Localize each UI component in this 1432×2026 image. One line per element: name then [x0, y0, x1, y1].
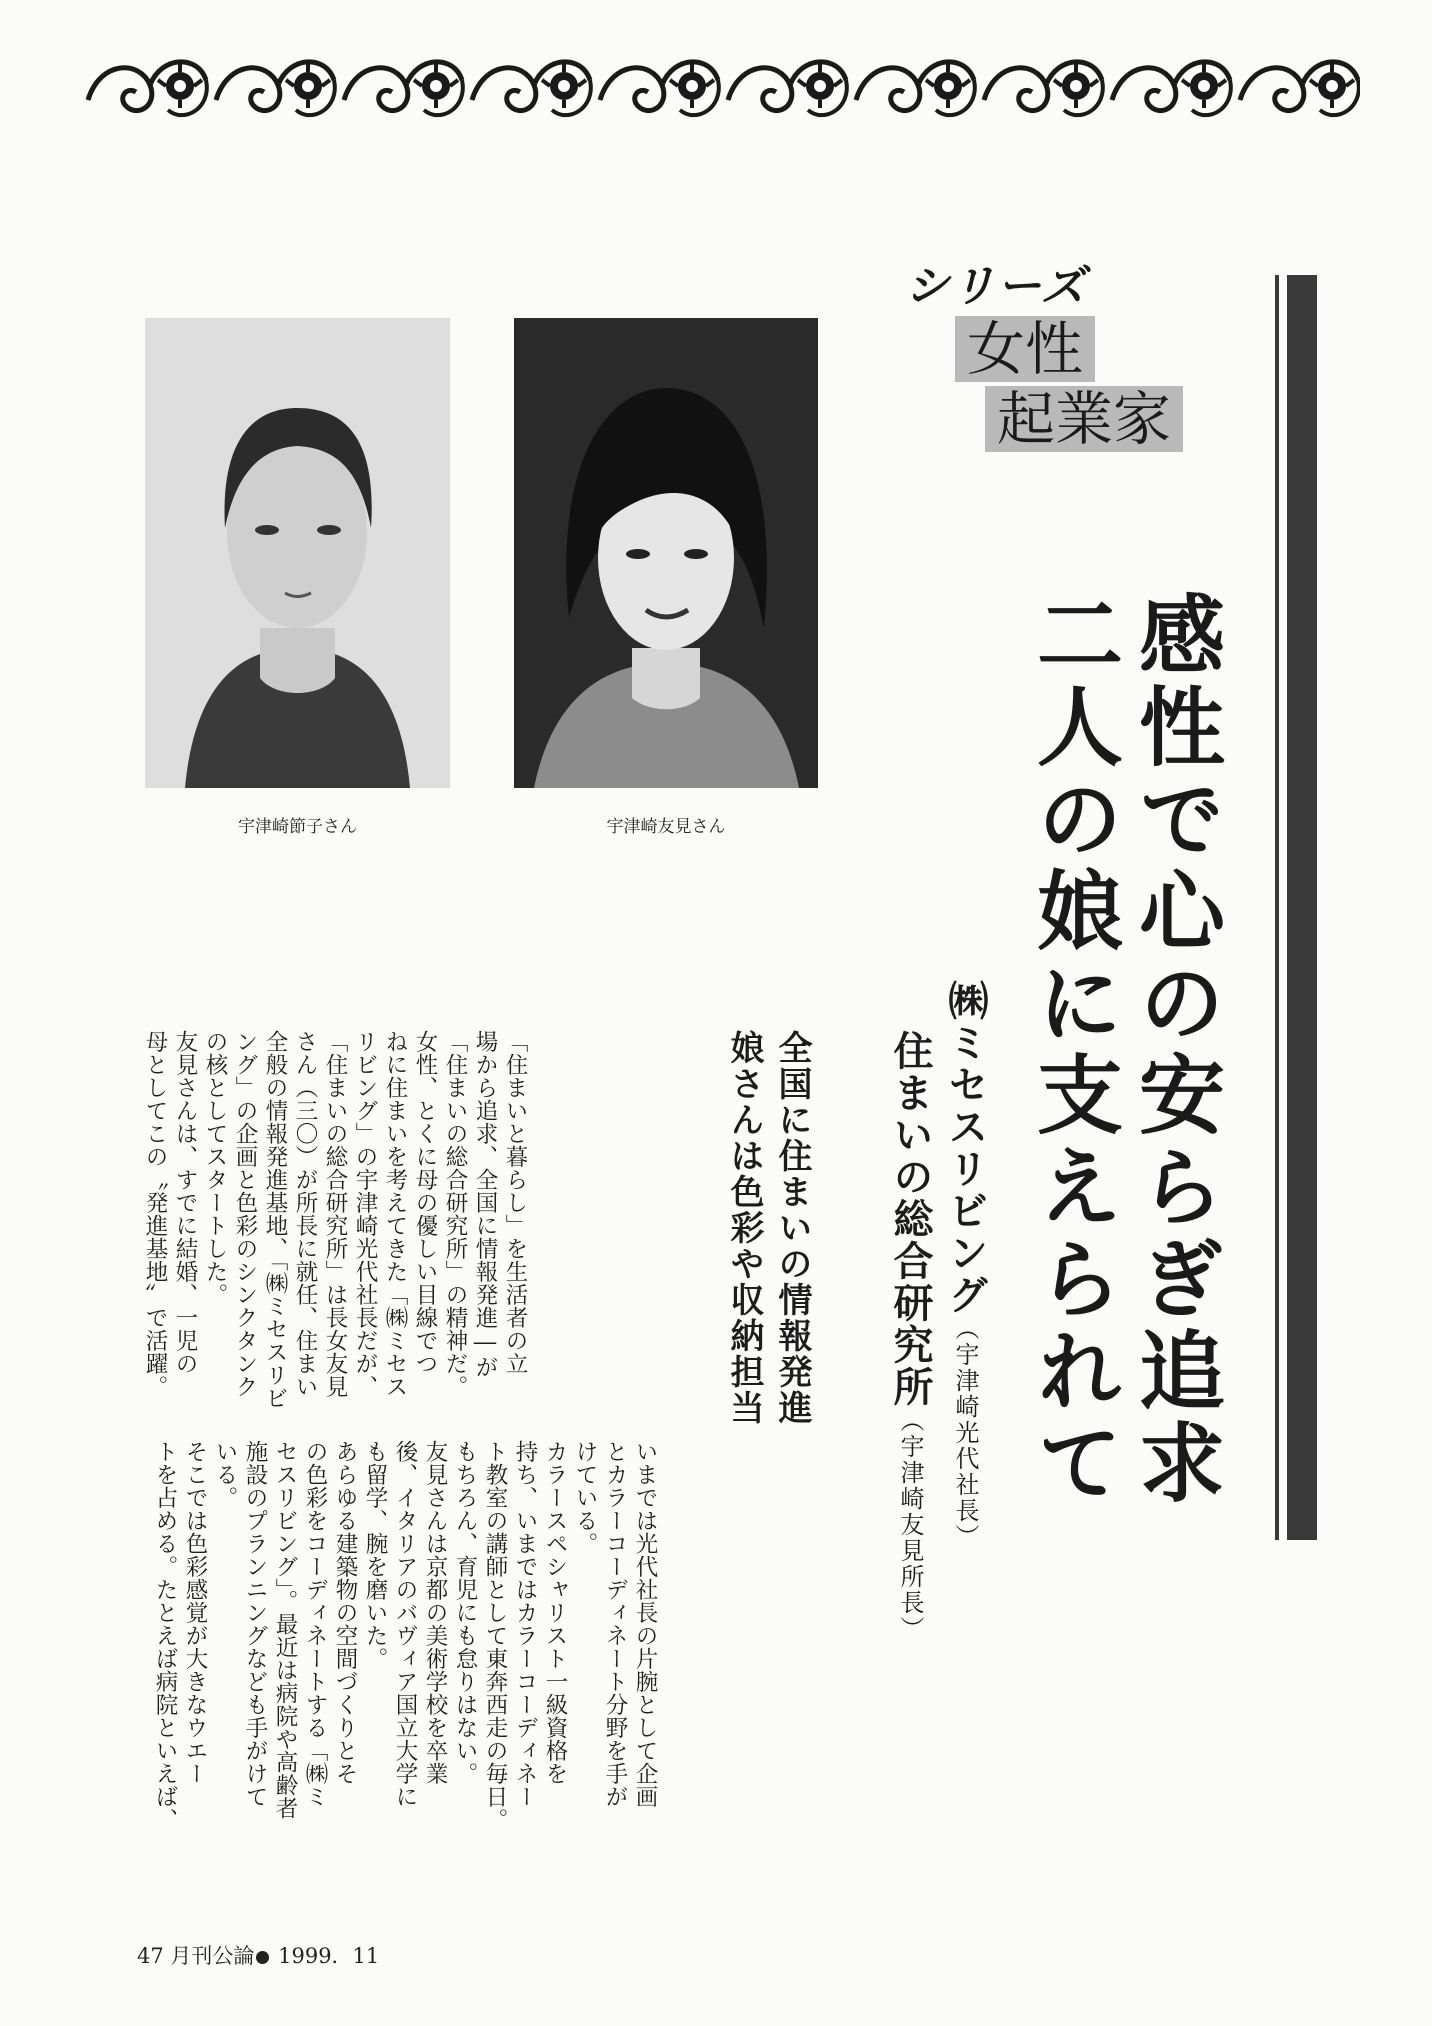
body-line: いまでは光代社長の片腕として企画 [632, 1440, 658, 1808]
body-line: 全般の情報発進基地、「㈱ミセスリビ [262, 1030, 288, 1410]
body-line: ト教室の講師として東奔西走の毎日。 [482, 1440, 508, 1831]
body-line: もちろん、育児にも怠りはない。 [452, 1440, 478, 1785]
body-line: 女性、とくに母の優しい目線でつ [412, 1030, 438, 1375]
series-name-line1: 女性 [955, 316, 1095, 382]
subheading-line2: 娘さんは色彩や収納担当 [724, 1030, 764, 1426]
body-line: ねに住まいを考えてきた「㈱ミセス [382, 1030, 408, 1398]
body-text-bottom [150, 1440, 660, 1905]
body-line: 「住まいの総合研究所」の精神だ。 [442, 1030, 468, 1398]
portrait-photo-tomomi [514, 318, 818, 788]
bullet-icon [256, 1951, 269, 1964]
portrait-illustration [145, 318, 450, 788]
body-line: 「住まいと暮らし」を生活者の立 [502, 1030, 528, 1375]
body-line: 「住まいの総合研究所」は長女友見 [322, 1030, 348, 1398]
body-line: いる。 [212, 1440, 238, 1509]
body-line: の核としてスタートした。 [202, 1030, 228, 1306]
body-line: も留学、腕を磨いた。 [362, 1440, 388, 1670]
page-footer [137, 1940, 379, 1970]
institute-person: （宇津崎友見所長） [896, 1408, 924, 1642]
article-title-line1: 感性で心の安らぎ追求 [1124, 590, 1224, 1510]
body-line: とカラーコーディネート分野を手が [602, 1440, 628, 1808]
body-line: リビング」の宇津崎光代社長だが、 [352, 1030, 378, 1398]
body-line: 母としてこの〝発進基地〟で活躍。 [142, 1030, 168, 1398]
body-line: 友見さんは、すでに結婚、一児の [172, 1030, 198, 1375]
body-line: 施設のプランニングなども手がけて [242, 1440, 268, 1808]
body-line: の色彩をコーディネートする「㈱ミ [302, 1440, 328, 1808]
company-person: （宇津崎光代社長） [951, 1316, 979, 1550]
company-line2 [885, 1030, 935, 1642]
page-number: 47 [137, 1944, 164, 1968]
magazine-name: 月刊公論 [170, 1944, 255, 1968]
company-line1 [940, 980, 990, 1550]
photo-caption: 宇津崎友見さん [606, 817, 726, 837]
body-line: 場から追求、全国に情報発進―が [472, 1030, 498, 1379]
body-line: トを占める。たとえば病院といえば、 [152, 1440, 178, 1831]
body-line: けている。 [572, 1440, 598, 1555]
body-line: ング」の企画と色彩のシンクタンク [232, 1030, 258, 1398]
body-line: 後、イタリアのバヴィア国立大学に [392, 1440, 418, 1808]
portrait-photo-setsuko [145, 318, 450, 788]
photo-caption: 宇津崎節子さん [238, 817, 357, 837]
body-line: さん（三〇）が所長に就任、住まい [292, 1030, 318, 1398]
divider-rule-thick [1287, 275, 1317, 1540]
series-label: シリーズ [905, 261, 1087, 312]
body-line: 友見さんは京都の美術学校を卒業 [422, 1440, 448, 1785]
divider-rule-thin [1275, 275, 1279, 1540]
body-line: カラースペシャリスト一級資格を [542, 1440, 568, 1785]
body-line: 持ち、いまではカラーコーディネー [512, 1440, 538, 1808]
article-title-line2: 二人の娘に支えられて [1022, 590, 1122, 1510]
subheading-line1: 全国に住まいの情報発進 [772, 1030, 812, 1426]
issue-date: 1999．11 [278, 1944, 380, 1968]
ornamental-border [80, 40, 1360, 130]
body-line: そこでは色彩感覚が大きなウエー [182, 1440, 208, 1785]
institute-name: 住まいの総合研究所 [887, 1030, 933, 1408]
body-line: あらゆる建築物の空間づくりとそ [332, 1440, 358, 1785]
series-name-line2: 起業家 [985, 386, 1183, 452]
company-name: ㈱ミセスリビング [942, 980, 988, 1316]
body-line: セスリビング」。最近は病院や高齢者 [272, 1440, 298, 1820]
body-text-top [140, 1030, 530, 1430]
portrait-illustration [514, 318, 818, 788]
